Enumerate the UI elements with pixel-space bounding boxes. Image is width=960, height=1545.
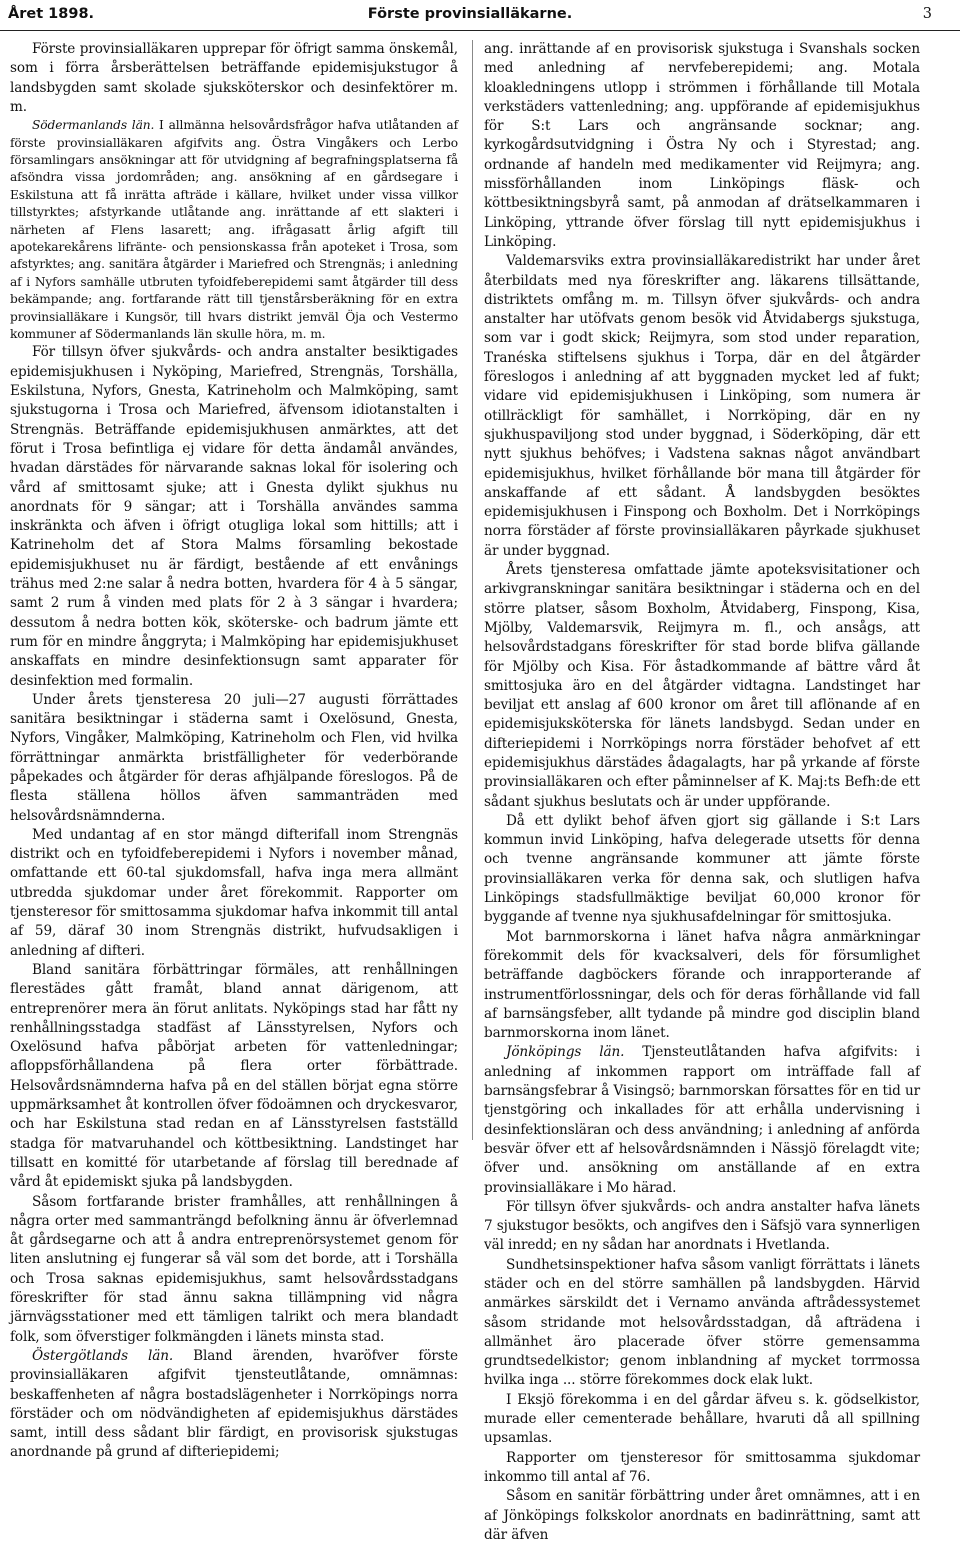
paragraph bbox=[484, 40, 920, 252]
paragraph-text: I Eksjö förekomma i en del gårdar äfveu s. k. gödselkistor, murade eller cementerade behållare, hvaruti då all spillning upsamlas. bbox=[484, 1391, 920, 1447]
header-year: Året 1898. bbox=[8, 6, 95, 22]
paragraph bbox=[484, 812, 920, 928]
paragraph-text: Med undantag af en stor mängd difterifall inom Strengnäs distrikt och en tyfoidfeberepidemi i Nyfors i november månad, omfattande ett 60-tal sjukdomsfall, hafva inga mera allmänt utbredda sjukdomar under året förekommit. Rapporter om tjensteresor för smittosamma sjukdomar hafva inkommit till antal af 59, däraf 30 inom Strengnäs distrikt, hufvudsakligen i anledning af difteri. bbox=[10, 826, 458, 959]
paragraph-text: I allmänna helsovårdsfrågor hafva utlåtanden af förste provinsialläkaren afgifvits ang. Östra Vingåkers och Lerbo församlingars ansökningar att för utvidgning af begrafningsplatserna få afsöndra vissa jordområden; ang. ansökning af en gårdsegare i Eskilstuna att få inrätta afträde i källare, hvilket under vissa villkor tillstyrktes; afstyrkande utlåtande ang. inrättande af ett slakteri i närheten af Flens lasarett; ang. ifrågasatt årlig afgift till apotekarekårens lifränte- och pensionskassa från apoteket i Trosa, som afstyrktes; ang. sanitära åtgärder i Mariefred och Strengnäs; i anledning af i Nyfors samhälle utbruten tyfoidfeberepidemi samt åtgärder till dess bekämpande; ang. fortfarande rätt till tjenstårsberäkning för en extra provinsialläkare i Kungsör, till hvars distrikt jemväl Öja och Vestermo kommuner af Södermanlands län skulle höra, m. m. bbox=[10, 118, 459, 342]
paragraph-text: Såsom en sanitär förbättring under året omnämnes, att i en af Jönköpings folkskolor anordnats en badinrättning, samt att där äfven bbox=[484, 1488, 920, 1543]
paragraph bbox=[10, 961, 458, 1193]
header-title: Förste provinsialläkarne. bbox=[367, 6, 573, 22]
paragraph-text: ang. inrättande af en provisorisk sjukstuga i Svanshals socken med anledning af nervfeberepidemi; ang. Motala kloakledningens utlopp i strömmen i förhållande till Motala verkstäders vattenledning; ang. uppförande af epidemisjukhus för S:t Lars och angränsande socknar; ang. kyrkogårdsutvidgning i Östra Ny och i Styrestad; ang. ordnande af handeln med medikamenter vid Reijmyra; ang. missförhållanden inom Linköpings fläsk- och köttbesiktningsbyrå samt, på anmodan af drätselkammaren i Linköping, yttrande öfver förslag till nytt epidemisjukhus i Linköping. bbox=[484, 41, 920, 250]
paragraph bbox=[10, 343, 458, 690]
header-rule bbox=[0, 30, 960, 31]
right-column bbox=[484, 40, 920, 1543]
paragraph-text: Såsom fortfarande brister framhålles, att renhållningen å några orter med sammanträngd befolkning ännu är öfverlemnad åt gårdsegarne och att å andra entreprenörsystemet genom för liten anslutning ej fungerar så väl som det borde, att i Torshälla och Trosa saknas epidemisjukhus, samt helsovårdsstadgans föreskrifter för stad ännu sakna tillämpning vid några järnvägsstationer med ett tämligen talrikt och mera blandadt folk, som öfverstiger folkmängden i länets minsta stad. bbox=[10, 1193, 458, 1345]
paragraph-text: För tillsyn öfver sjukvårds- och andra anstalter besiktigades epidemisjukhusen i Nyköping, Mariefred, Strengnäs, Torshälla, Eskilstuna, Nyfors, Gnesta, Katrineholm och Malmköping, samt sjukstugorna i Trosa och Mariefred, äfvensom idiotanstalten i Strengnäs. Beträffande epidemisjukhusen anmärktes, att det förut i Trosa befintliga ej vidare för detta ändamål användes, hvadan därstädes för närvarande saknas lokal för isolering och vård af smittosamt sjuke; att i Gnesta dylikt sjukhus nu anordnats för 9 sängar; att i Torshälla användes samma inskränkta och äfven i öfrigt otugliga lokal som hittills; att i Katrineholm det af Stora Malms församling bekostade epidemisjukhuset nu är färdigt, bestående af ett envånings trähus med 2:ne salar å nedra botten, hvardera för 4 à 5 sängar, samt 2 rum å vinden med plats för 2 à 3 sängar i hvardera; dessutom å nedra botten kök, sköterske- och badrum jämte ett rum för en mindre ånggryta; i Malmköping har epidemisjukhuset anskaffats en mindre desinfektionsugn samt apparater för desinfektion med formalin. bbox=[10, 344, 458, 689]
paragraph bbox=[484, 1256, 920, 1391]
paragraph-text: För tillsyn öfver sjukvårds- och andra anstalter hafva länets 7 sjukstugor besökts, och angifves den i Säfsjö vara synnerligen väl inredd; en ny sådan har anordnats i Hvetlanda. bbox=[484, 1198, 920, 1254]
paragraph-text: Då ett dylikt behof äfven gjort sig gällande i S:t Lars kommun invid Linköping, hafva delegerade utsetts för denna och tvenne angränsande kommuner att jämte förste provinsialläkaren verka för denna sak, och slutligen hafva Linköpings stadsfullmäktige beviljat 60,000 kronor för byggande af tvenne nya sjukhusafdelningar för smittosjuka. bbox=[484, 812, 920, 926]
paragraph-text: Sundhetsinspektioner hafva såsom vanligt förrättats i länets städer och en del större samhällen på landsbygden. Härvid anmärkes särskildt det i Vernamo använda aftrådessystemet såsom stridande mot helsovårdsstadgan, då afträdena i allmänhet äro placerade öfver större gemensamma grundtsedelkistor; genom inblandning af mycket torrmossa hvilka inga ... större förekommes dock elak lukt. bbox=[484, 1256, 920, 1389]
paragraph bbox=[484, 1043, 920, 1197]
paragraph-text: Under årets tjensteresa 20 juli—27 augusti förrättades sanitära besiktningar i städerna samt i Oxelösund, Gnesta, Nyfors, Vingåker, Malmköping, Katrineholm och Flen, vid hvilka förrättningar anmärkta bristfälligheter för vederbörande påpekades och åtgärder för deras afhjälpande föreslogos. På de flesta ställena höllos äfven sammanträden med helsovårdsnämnderna. bbox=[10, 691, 458, 824]
paragraph bbox=[10, 691, 458, 826]
paragraph bbox=[10, 1347, 458, 1463]
region-heading: Jönköpings län. bbox=[506, 1044, 625, 1061]
paragraph bbox=[10, 826, 458, 961]
paragraph-text: Rapporter om tjensteresor för smittosamma sjukdomar inkommo till antal af 76. bbox=[484, 1449, 920, 1485]
paragraph bbox=[484, 928, 920, 1044]
page-header bbox=[8, 2, 932, 28]
paragraph bbox=[484, 1449, 920, 1488]
paragraph-text: Tjensteutlåtanden hafva afgifvits: i anledning af inkommen rapport om inträffade fall af barnsängsfebrar å Visingsö; barnmorskan försattes för en tid ur tjenstgöring och inkallades för att erhålla undervisning i desinfektionsläran och dess användning; i anledning af anförda besvär öfver ett af helsovårdsnämnden i Nässjö förelagdt vite; öfver und. ansökning om anställande af en extra provinsialläkare i Mo härad. bbox=[484, 1044, 920, 1196]
column-divider bbox=[472, 40, 473, 1140]
paragraph bbox=[484, 561, 920, 812]
paragraph-text: Bland sanitära förbättringar förmäles, att renhållningen flerestädes gått framåt, bland annat därigenom, att entreprenörer mera än förut anlitats. Nyköpings stad har fått ny renhållningsstadga stadfäst af Länsstyrelsen, Nyfors och Oxelösund hafva påbörjat arbeten för vattenledningar; afloppsförhållandena på flera orter förbättrade. Helsovårdsnämnderna hafva på en del ställen börjat egna större uppmärksamhet åt kontrollen öfver födoämnen och dryckesvaror, och har Eskilstuna stad redan en af Länsstyrelsen fastställd stadga för matvaruhandel och köttbesiktning. Landstinget har tillsatt en komitté för utarbetande af förslag till berednade af vård åt epidemiskt sjuka på landsbygden. bbox=[10, 961, 458, 1191]
paragraph bbox=[10, 1193, 458, 1347]
paragraph bbox=[484, 1198, 920, 1256]
paragraph-text: Bland ärenden, hvaröfver förste provinsialläkaren afgifvit tjensteutlåtande, omnämnas: beskaffenheten af några bostadslägenheter i Norrköpings norra förstäder och om nödvändigheten af epidemisjukhus därstädes samt, intill dess sådant blir färdigt, en provisorisk sjukstugas anordnande på grund af difteriepidemi; bbox=[10, 1347, 458, 1461]
paragraph-text: Mot barnmorskorna i länet hafva några anmärkningar förekommit dels för kvacksalveri, dels för försumlighet beträffande dagböckers förande och inrapporterande af instrumentförlossningar, dels och för deras förhållande vid fall af barnsängsfeber, allt tydande på mindre god disciplin bland barnmorskorna inom länet. bbox=[484, 928, 920, 1042]
paragraph bbox=[10, 117, 458, 343]
paragraph-text: Förste provinsialläkaren upprepar för öfrigt samma önskemål, som i förra årsberättelsen beträffande epidemisjukstugor å landsbygden samt skolade sjuksköterskor och desinfektörer m. m. bbox=[10, 41, 458, 115]
paragraph-text: Årets tjensteresa omfattade jämte apoteksvisitationer och arkivgranskningar sanitära besiktningar i städerna och en del större platser, såsom Boxholm, Åtvidaberg, Finspong, Kisa, Mjölby, Valdemarsvik, Reijmyra m. fl., och ansågs, att helsovårdstadgans föreskrifter för stad borde blifva gällande för Mjölby och Kisa. För åstadkommande af bättre vård åt smittosjuka äro en del åtgärder vidtagna. Landstinget har beviljat ett anslag af 600 kronor om året till aflönande af en epidemisjuksköterska för länets landsbygd. Sedan under en difteriepidemi i Norrköpings norra förstäder behofvet af ett epidemisjukhus därstädes ådagalagts, har på yrkande af förste provinsialläkaren och efter påminnelser af K. Maj:ts Befh:de ett sådant sjukhus beslutats och är under uppförande. bbox=[484, 562, 920, 810]
left-column bbox=[10, 40, 459, 1461]
paragraph bbox=[484, 1391, 920, 1449]
page-number: 3 bbox=[922, 6, 932, 22]
region-heading: Östergötlands län. bbox=[32, 1347, 174, 1364]
paragraph bbox=[484, 1487, 920, 1545]
paragraph bbox=[484, 252, 920, 561]
region-heading: Södermanlands län. bbox=[32, 118, 155, 133]
paragraph-text: Valdemarsviks extra provinsialläkaredistrikt har under året återbildats med nya föreskrifter ang. läkarens tillsättande, distriktets omfång m. m. Tillsyn öfver sjukvårds- och andra anstalter har utöfvats genom besök vid Åtvidabergs sjukstuga, som var i godt skick; Reijmyra, som stod under reparation, Tranéska stiftelsens sjukhus i Torpa, där en del åtgärder föreslogos i anledning af att byggnaden mycket led af fukt; vidare vid epidemisjukhusen i Linköping, som numera är otillräckligt för samhället, i Norrköping, där en ny sjukhuspaviljong stod under byggnad, i Söderköping, där ett nytt sjukhus behöfves; i Vadstena saknas något användbart epidemisjukhus, hvilket förhållande bör mana till åtgärder för anskaffande af ett sådant. Å landsbygden besöktes epidemisjukhusen i Finspong och Boxholm. Det i Norrköpings norra förstäder af förste provinsialläkaren påyrkade sjukhuset är under byggnad. bbox=[484, 253, 920, 559]
paragraph bbox=[10, 40, 458, 117]
